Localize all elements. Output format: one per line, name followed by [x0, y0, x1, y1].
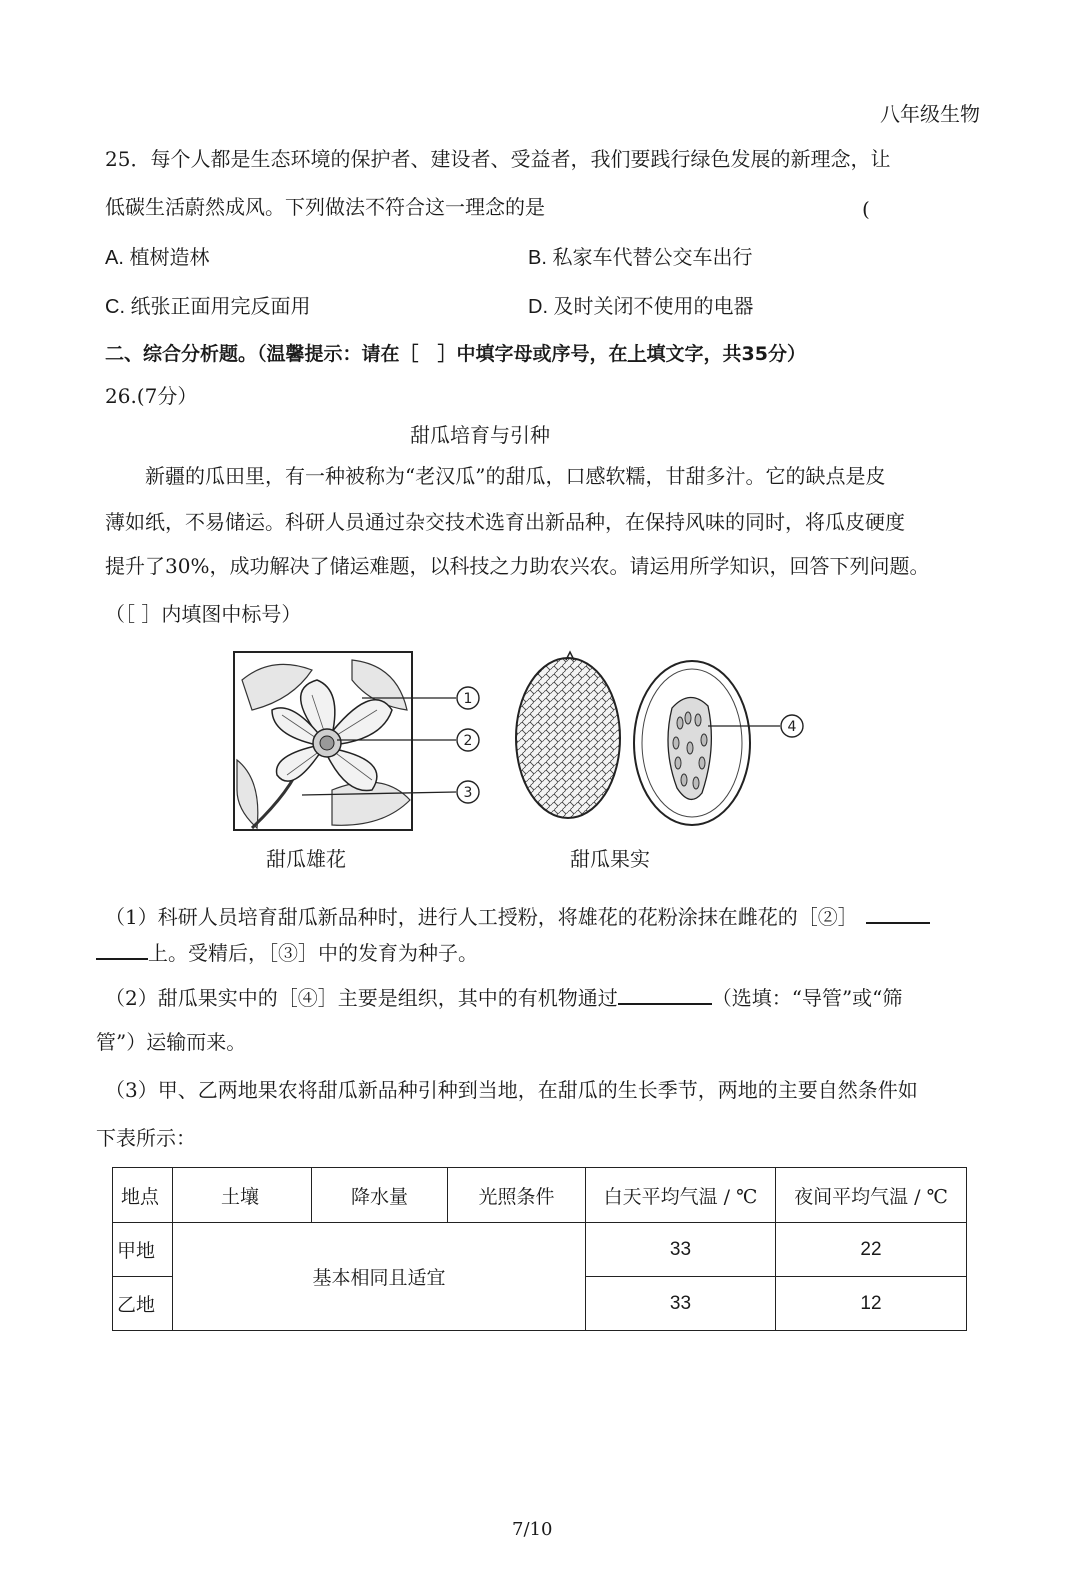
q26-sub1-blank-a[interactable] [866, 902, 930, 924]
table-header-row [113, 1168, 967, 1223]
table-cell-shared-conditions: 基本相同且适宜 [173, 1223, 586, 1331]
table-header-cell: 土壤 [173, 1168, 312, 1223]
q25-option-b: B. 私家车代替公交车出行 [528, 247, 753, 269]
q26-paragraph-line4: （［ ］内填图中标号） [105, 602, 302, 626]
q26-sub3-line1: （3）甲、乙两地果农将甜瓜新品种引种到当地，在甜瓜的生长季节，两地的主要自然条件如 [105, 1078, 918, 1102]
q26-sub2-line2: 管”）运输而来。 [96, 1030, 247, 1054]
q26-sub1-line2 [96, 938, 478, 967]
table-row [113, 1223, 967, 1277]
q26-sub1-text: （1）科研人员培育甜瓜新品种时，进行人工授粉，将雄花的花粉涂抹在雌花的［②］ [105, 905, 858, 929]
q25-stem-line1: 25．每个人都是生态环境的保护者、建设者、受益者，我们要践行绿色发展的新理念，让 [105, 147, 891, 171]
q26-title: 甜瓜培育与引种 [410, 423, 550, 447]
table-header-cell: 地点 [113, 1168, 173, 1223]
q26-sub2-text-b: （选填：“导管”或“筛 [711, 986, 903, 1010]
table-cell-place: 甲地 [113, 1223, 173, 1277]
q26-number: 26.(7分） [105, 384, 198, 408]
table-header-cell: 光照条件 [448, 1168, 586, 1223]
q26-sub1-line1 [105, 902, 930, 931]
conditions-table [112, 1167, 967, 1331]
q26-paragraph-line3: 提升了30%，成功解决了储运难题，以科技之力助农兴农。请运用所学知识，回答下列问题。 [105, 554, 930, 578]
q26-paragraph-line1: 新疆的瓜田里，有一种被称为“老汉瓜”的甜瓜，口感软糯，甘甜多汁。它的缺点是皮 [145, 464, 886, 488]
q26-sub2-blank[interactable] [618, 983, 712, 1005]
fruit-caption: 甜瓜果实 [570, 847, 650, 871]
table-cell-night-temp: 12 [776, 1277, 967, 1331]
table-header-cell: 降水量 [312, 1168, 448, 1223]
table-cell-place: 乙地 [113, 1277, 173, 1331]
table-cell-day-temp: 33 [586, 1223, 776, 1277]
melon-fruit-figure [512, 648, 812, 838]
q25-option-c: C. 纸张正面用完反面用 [105, 296, 311, 318]
q25-answer-paren: ( [862, 197, 870, 221]
section2-heading-part1: 二、综合分析题。（温馨提示：请在［ ］中填字母或序号，在 [105, 343, 628, 365]
page-header-subject: 八年级生物 [880, 102, 980, 126]
q26-paragraph-line2: 薄如纸，不易储运。科研人员通过杂交技术选育出新品种，在保持风味的同时，将瓜皮硬度 [105, 510, 905, 534]
q26-sub2-line1 [105, 983, 902, 1012]
q26-sub1-blank-b[interactable] [96, 938, 148, 960]
svg-text:1: 1 [463, 691, 473, 707]
svg-text:4: 4 [787, 719, 797, 735]
q26-sub3-line2: 下表所示： [96, 1126, 196, 1150]
flower-caption: 甜瓜雄花 [266, 847, 346, 871]
section2-heading-underlined: 上 [627, 343, 647, 365]
q25-stem-line2: 低碳生活蔚然成风。下列做法不符合这一理念的是 [105, 195, 545, 219]
section2-heading [105, 340, 806, 368]
table-header-cell: 夜间平均气温 / ℃ [776, 1168, 967, 1223]
svg-text:3: 3 [463, 785, 473, 801]
melon-flower-figure [232, 650, 492, 835]
q25-option-a: A. 植树造林 [105, 247, 210, 269]
table-cell-night-temp: 22 [776, 1223, 967, 1277]
section2-heading-part2: 填文字，共35分） [646, 343, 806, 365]
q26-sub2-text-a: （2）甜瓜果实中的［④］主要是组织，其中的有机物通过 [105, 986, 618, 1010]
svg-text:2: 2 [463, 733, 473, 749]
table-cell-day-temp: 33 [586, 1277, 776, 1331]
page-number: 7/10 [512, 1519, 553, 1540]
q26-sub1-text2: 上。受精后，［③］中的发育为种子。 [148, 941, 478, 965]
q25-option-d: D. 及时关闭不使用的电器 [528, 296, 754, 318]
table-header-cell: 白天平均气温 / ℃ [586, 1168, 776, 1223]
